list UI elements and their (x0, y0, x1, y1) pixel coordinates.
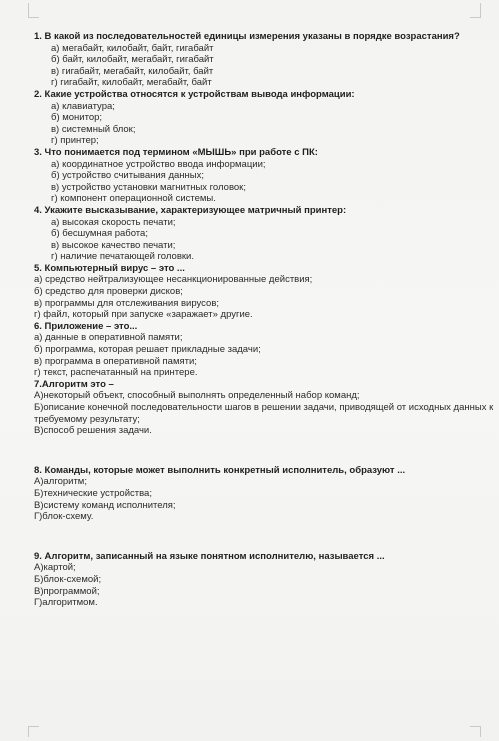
question-3-title: 3. Что понимается под термином «МЫШЬ» при работе с ПК: (34, 146, 318, 158)
question-5-option-a: а) средство нейтрализующее несанкционированные действия; (34, 274, 313, 286)
crop-mark-top-right (470, 3, 481, 18)
question-7-option-b: Б)описание конечной последовательности шагов в решении задачи, приводящей от исходных данных к требуемому результату; (34, 402, 494, 425)
question-2-option-d: г) принтер; (51, 135, 99, 147)
question-1-option-a: а) мегабайт, килобайт, байт, гигабайт (51, 42, 214, 54)
question-3-option-b: б) устройство считывания данных; (51, 170, 205, 182)
question-3-option-c: в) устройство установки магнитных головок; (51, 181, 246, 193)
crop-mark-bottom-left (28, 726, 39, 737)
question-5-option-b: б) средство для проверки дисков; (34, 286, 183, 298)
question-3-option-a: а) координатное устройство ввода информации; (51, 158, 266, 170)
question-8-title: 8. Команды, которые может выполнить конкретный исполнитель, образуют ... (34, 464, 406, 476)
question-7-option-c: В)способ решения задачи. (34, 425, 152, 437)
question-2-title: 2. Какие устройства относятся к устройствам вывода информации: (34, 88, 355, 100)
question-1-option-c: в) гигабайт, мегабайт, килобайт, байт (51, 65, 214, 77)
question-5-option-d: г) файл, который при запуске «заражает» другие. (34, 309, 253, 321)
question-2-option-a: а) клавиатура; (51, 100, 115, 112)
question-1-title: 1. В какой из последовательностей единицы измерения указаны в порядке возрастания? (34, 31, 460, 42)
question-2-option-b: б) монитор; (51, 112, 103, 124)
question-9-option-a: А)картой; (34, 562, 76, 574)
question-8-option-d: Г)блок-схему. (34, 511, 94, 523)
question-5-title: 5. Компьютерный вирус – это ... (34, 262, 185, 274)
question-7-option-a: А)некоторый объект, способный выполнять определенный набор команд; (34, 390, 360, 402)
question-6-option-d: г) текст, распечатанный на принтере. (34, 367, 198, 379)
question-6-option-b: б) программа, которая решает прикладные задачи; (34, 344, 261, 356)
question-9-option-b: Б)блок-схемой; (34, 573, 102, 585)
question-8-option-a: А)алгоритм; (34, 476, 87, 488)
question-1-option-b: б) байт, килобайт, мегабайт, гигабайт (51, 54, 214, 66)
question-6-title: 6. Приложение – это... (34, 320, 138, 332)
quiz-content (34, 31, 494, 609)
crop-mark-top-left (28, 3, 39, 18)
question-4-option-b: б) бесшумная работа; (51, 228, 148, 240)
question-9-option-c: В)программой; (34, 585, 100, 597)
question-4-title: 4. Укажите высказывание, характеризующее матричный принтер: (34, 204, 347, 216)
question-9-option-d: Г)алгоритмом. (34, 597, 98, 609)
question-5-option-c: в) программы для отслеживания вирусов; (34, 297, 220, 309)
question-6-option-a: а) данные в оперативной памяти; (34, 332, 183, 344)
question-7-title: 7.Алгоритм это – (34, 378, 114, 390)
question-6-option-c: в) программа в оперативной памяти; (34, 355, 197, 367)
question-4-option-d: г) наличие печатающей головки. (51, 251, 194, 263)
question-2-option-c: в) системный блок; (51, 123, 136, 135)
question-4-option-c: в) высокое качество печати; (51, 239, 176, 251)
question-8-option-b: Б)технические устройства; (34, 487, 152, 499)
question-3-option-d: г) компонент операционной системы. (51, 193, 216, 205)
question-1-option-d: г) гигабайт, килобайт, мегабайт, байт (51, 77, 212, 89)
crop-mark-bottom-right (470, 726, 481, 737)
question-8-option-c: В)систему команд исполнителя; (34, 499, 176, 511)
question-9-title: 9. Алгоритм, записанный на языке понятном исполнителю, называется ... (34, 550, 385, 562)
question-4-option-a: а) высокая скорость печати; (51, 216, 176, 228)
